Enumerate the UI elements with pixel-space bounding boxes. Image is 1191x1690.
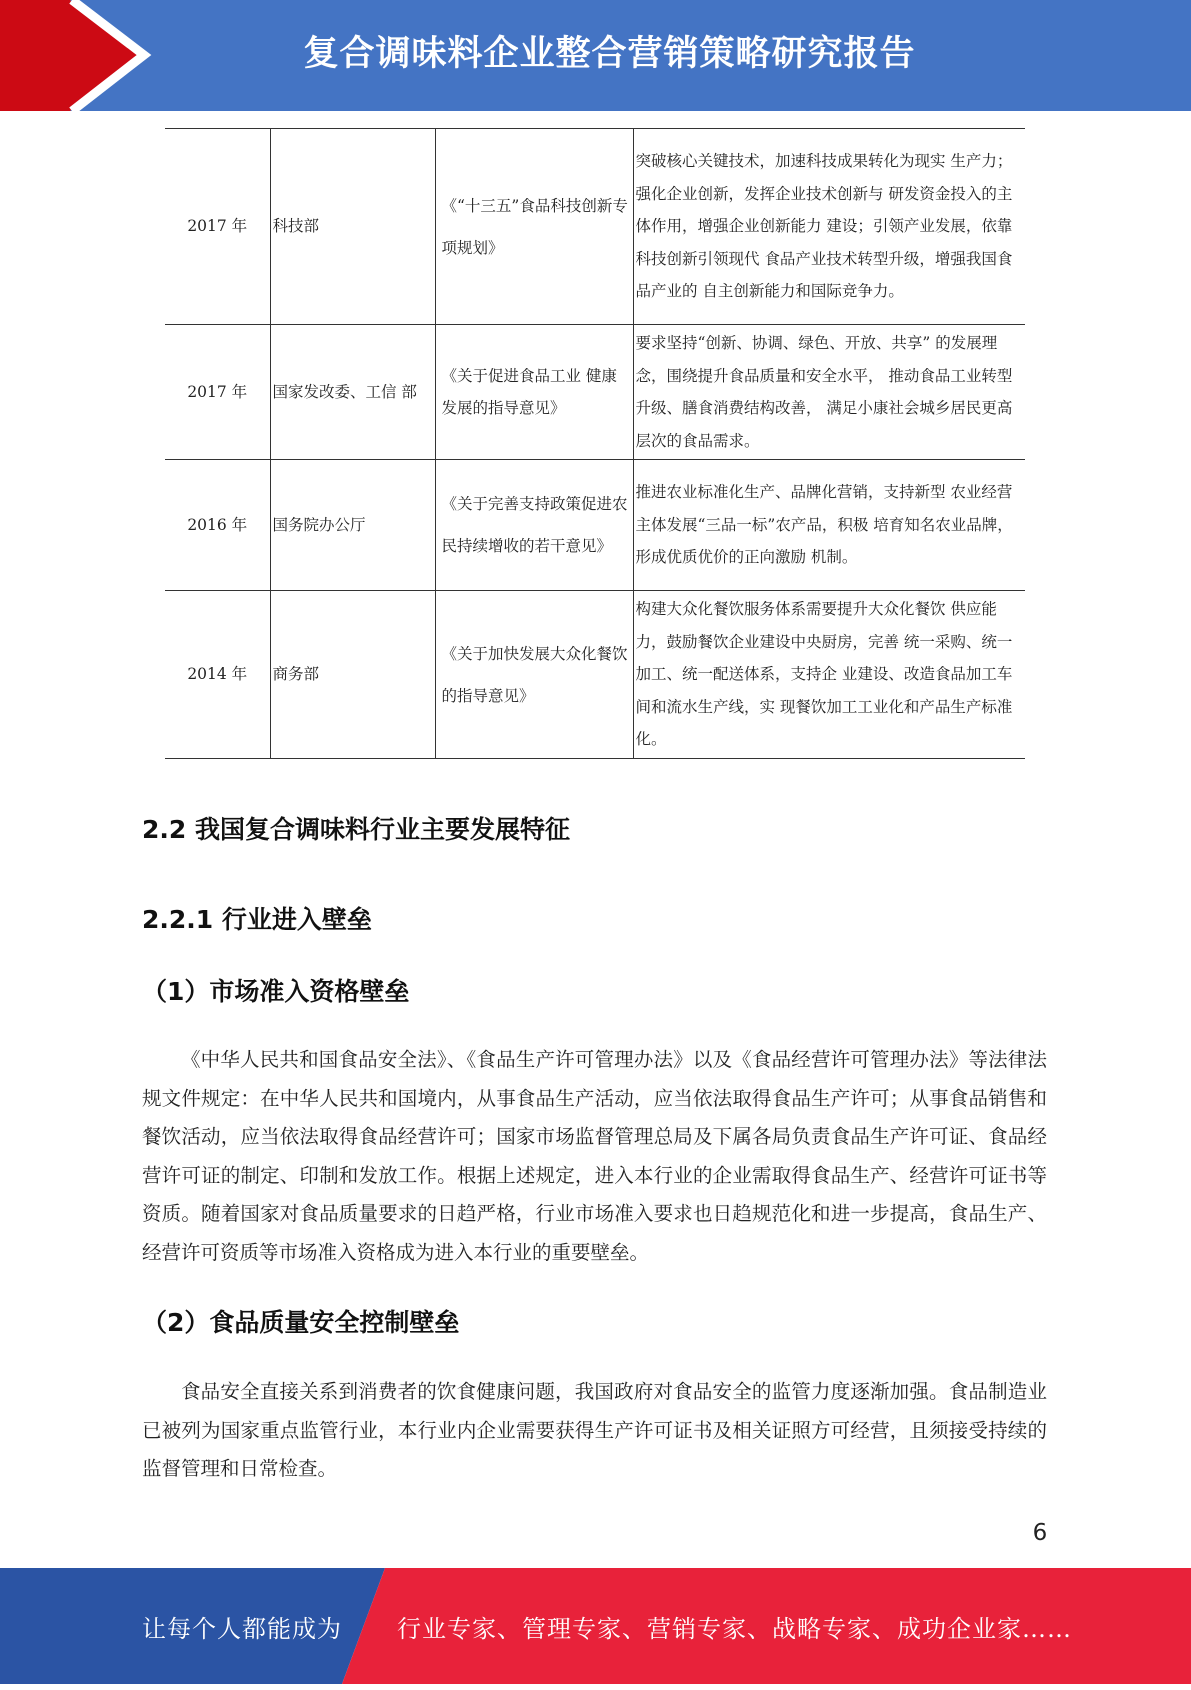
table-row: [165, 460, 1025, 591]
page-number: 6: [1032, 1520, 1048, 1546]
table-row: [165, 591, 1025, 759]
policy-year: 2016 年: [165, 460, 270, 591]
report-title: 复合调味料企业整合营销策略研究报告: [303, 34, 916, 74]
footer-slogan-left: 让每个人都能成为: [142, 1615, 342, 1643]
subsection-heading-market-access: （1）市场准入资格壁垒: [142, 977, 410, 1006]
section-heading-2-2: 2.2 我国复合调味料行业主要发展特征: [142, 815, 570, 844]
footer-slogan-right: 行业专家、管理专家、营销专家、战略专家、成功企业家……: [397, 1615, 1072, 1643]
table-row: [165, 325, 1025, 460]
policy-table: [165, 128, 1025, 759]
policy-document: 《关于加快发展大众化餐饮的指导意见》: [435, 591, 633, 759]
policy-year: 2017 年: [165, 325, 270, 460]
policy-description: 要求坚持“创新、协调、绿色、开放、共享” 的发展理念，围绕提升食品质量和安全水平， 推动食品工业转型升级、膳食消费结构改善， 满足小康社会城乡居民更高层次的食品需求。: [633, 325, 1025, 460]
policy-department: 商务部: [270, 591, 435, 759]
policy-document: 《“十三五”食品科技创新专项规划》: [435, 129, 633, 325]
section-heading-2-2-1: 2.2.1 行业进入壁垒: [142, 905, 372, 934]
subsection-heading-quality-control: （2）食品质量安全控制壁垒: [142, 1308, 460, 1337]
paragraph-quality-control: 食品安全直接关系到消费者的饮食健康问题，我国政府对食品安全的监管力度逐渐加强。食品制造业已被列为国家重点监管行业，本行业内企业需要获得生产许可证书及相关证照方可经营，且须接受持续的监督管理和日常检查。: [142, 1380, 1047, 1480]
policy-year: 2017 年: [165, 129, 270, 325]
policy-description: 突破核心关键技术，加速科技成果转化为现实 生产力；强化企业创新，发挥企业技术创新与 研发资金投入的主体作用，增强企业创新能力 建设；引领产业发展，依靠科技创新引领现代 食品产业技术转型升级，增强我国食品产业的 自主创新能力和国际竞争力。: [633, 129, 1025, 325]
policy-document: 《关于促进食品工业 健康发展的指导意见》: [435, 325, 633, 460]
policy-document: 《关于完善支持政策促进农民持续增收的若干意见》: [435, 460, 633, 591]
policy-description: 构建大众化餐饮服务体系需要提升大众化餐饮 供应能力，鼓励餐饮企业建设中央厨房，完善 统一采购、统一加工、统一配送体系，支持企 业建设、改造食品加工车间和流水生产线，实 现餐饮加工工业化和产品生产标准化。: [633, 591, 1025, 759]
table-row: [165, 129, 1025, 325]
paragraph-market-access: 《中华人民共和国食品安全法》、《食品生产许可管理办法》以及《食品经营许可管理办法》等法律法规文件规定：在中华人民共和国境内，从事食品生产活动，应当依法取得食品生产许可；从事食品销售和餐饮活动，应当依法取得食品经营许可；国家市场监督管理总局及下属各局负责食品生产许可证、食品经营许可证的制定、印制和发放工作。根据上述规定，进入本行业的企业需取得食品生产、经营许可证书等资质。随着国家对食品质量要求的日趋严格，行业市场准入要求也日趋规范化和进一步提高，食品生产、经营许可资质等市场准入资格成为进入本行业的重要壁垒。: [142, 1048, 1047, 1264]
page-header: [0, 0, 1191, 111]
policy-year: 2014 年: [165, 591, 270, 759]
policy-department: 国家发改委、工信 部: [270, 325, 435, 460]
policy-department: 科技部: [270, 129, 435, 325]
page-footer: [0, 1568, 1191, 1684]
policy-description: 推进农业标准化生产、品牌化营销，支持新型 农业经营主体发展“三品一标”农产品，积极 培育知名农业品牌，形成优质优价的正向激励 机制。: [633, 460, 1025, 591]
policy-department: 国务院办公厅: [270, 460, 435, 591]
